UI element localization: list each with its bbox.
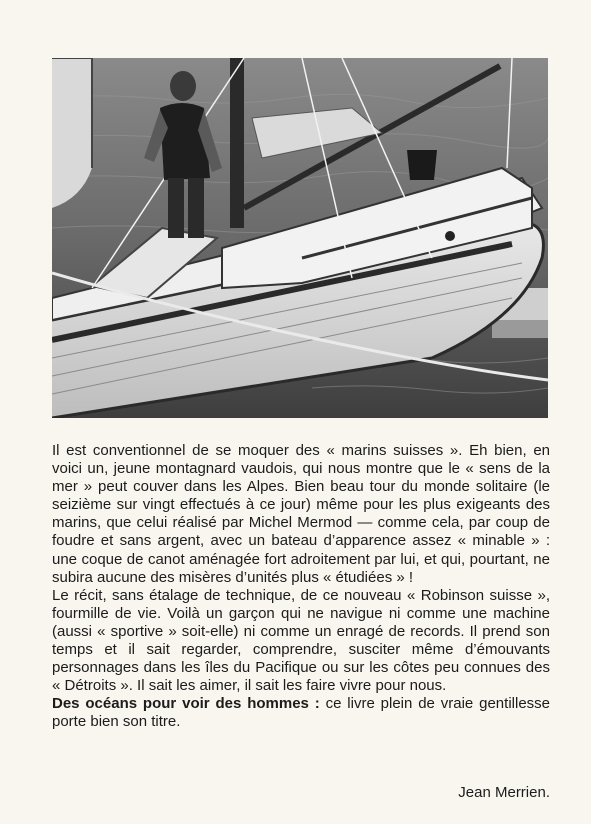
blurb-text xyxy=(52,442,550,732)
book-title-bold: Des océans pour voir des hommes : xyxy=(52,695,320,713)
author-signature: Jean Merrien. xyxy=(458,784,550,801)
sailboat-photo xyxy=(52,58,548,418)
paragraph-title-note xyxy=(52,695,550,731)
paragraph-intro: Il est conventionnel de se moquer des « marins suisses ». Eh bien, en voici un, jeune montagnard vaudois, qui nous montre que le « sens de la mer » peut couver dans les Alpes. Bien beau tour du monde solitaire (le seizième sur vingt effectués à ce jour) même pour les plus exigeants des marins, que celui réalisé par Michel Mermod — comme cela, par coup de foudre et sans argent, avec un bateau d’apparence assez « minable » : une coque de canot aménagée fort adroitement par lui, et qui, pourtant, ne subira aucune des misères d’unités plus « étudiées » ! xyxy=(52,442,550,586)
paragraph-story: Le récit, sans étalage de technique, de ce nouveau « Robinson suisse », fourmille de vie. Voilà un garçon qui ne navigue ni comme une machine (aussi « sportive » soit-elle) ni comme un enragé de records. Il prend son temps et il sait regarder, comprendre, susciter même d’émouvants personnages dans les îles du Pacifique ou sur les côtes peu connues des « Détroits ». Il sait les aimer, il sait les faire vivre pour nous. xyxy=(52,586,550,695)
paragraph-title-note-rest: ce livre plein de vraie gentillesse porte bien son titre. xyxy=(52,695,550,731)
